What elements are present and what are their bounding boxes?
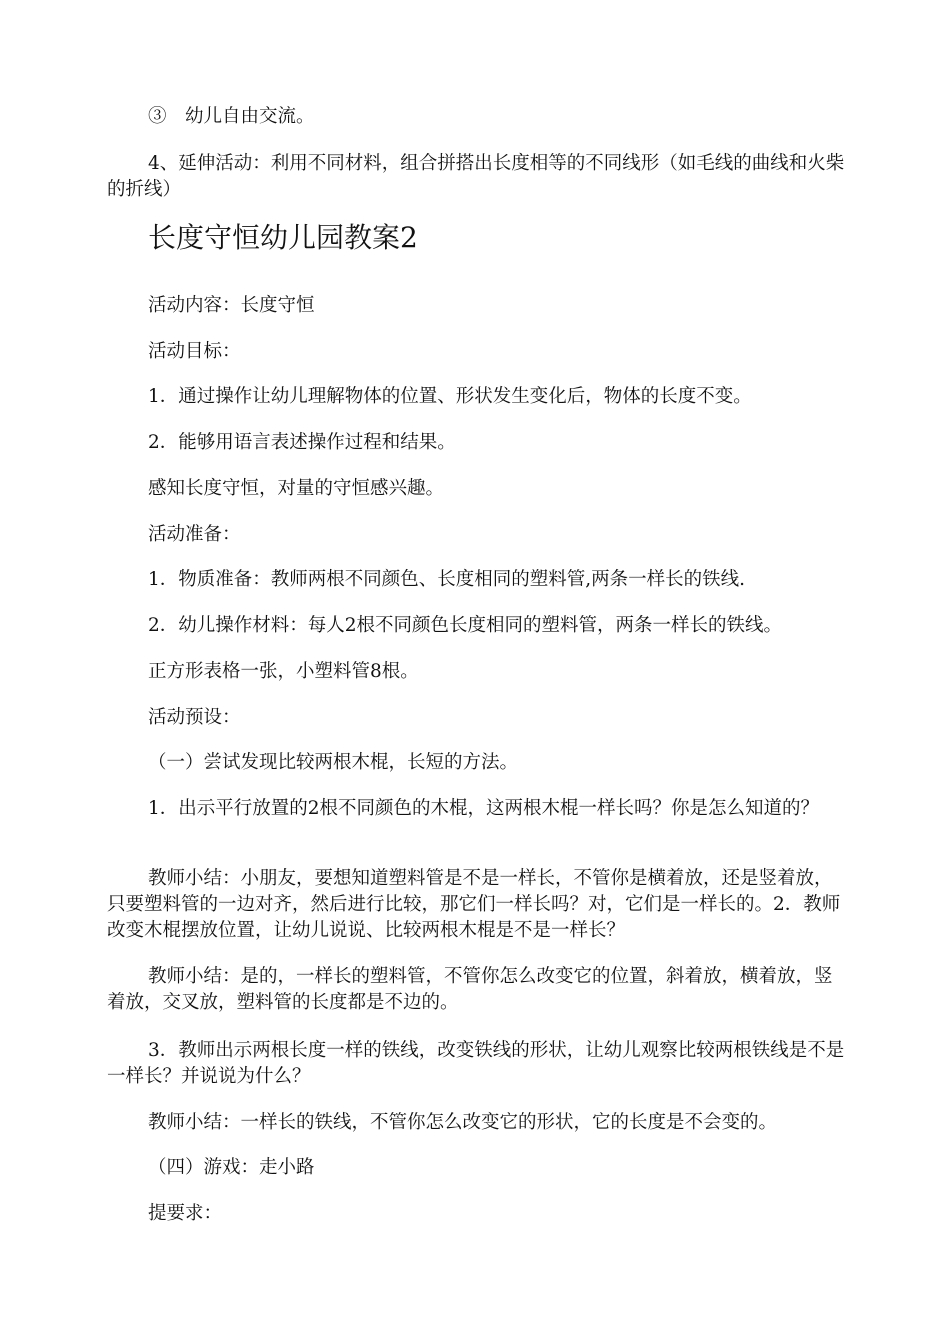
paragraph-prep-1: 1．物质准备：教师两根不同颜色、长度相同的塑料管,两条一样长的铁线. bbox=[148, 569, 746, 590]
paragraph-free-exchange: ③ 幼儿自由交流。 bbox=[148, 106, 315, 127]
paragraph-prep-3: 正方形表格一张，小塑料管8根。 bbox=[148, 661, 419, 682]
paragraph-teacher-summary-1: 教师小结：小朋友，要想知道塑料管是不是一样长，不管你是横着放，还是竖着放，只要塑料管的一边对齐，然后进行比较，那它们一样长吗？对，它们是一样长的。2．教师改变木棍摆放位置，让幼儿说说、比较两根木棍是不是一样长？ bbox=[107, 868, 841, 941]
paragraph-extension-activity: 4、延伸活动：利用不同材料，组合拼搭出长度相等的不同线形（如毛线的曲线和火柴的折线） bbox=[107, 153, 845, 200]
paragraph-activity-preparation: 活动准备： bbox=[148, 524, 241, 545]
paragraph-step-3: 3．教师出示两根长度一样的铁线，改变铁线的形状，让幼儿观察比较两根铁线是不是一样长？并说说为什么？ bbox=[107, 1040, 845, 1087]
paragraph-game: （四）游戏：走小路 bbox=[148, 1157, 315, 1178]
paragraph-prep-2: 2．幼儿操作材料：每人2根不同颜色长度相同的塑料管，两条一样长的铁线。 bbox=[148, 615, 783, 636]
paragraph-teacher-summary-3: 教师小结：一样长的铁线，不管你怎么改变它的形状，它的长度是不会变的。 bbox=[148, 1112, 778, 1133]
paragraph-goal-1: 1．通过操作让幼儿理解物体的位置、形状发生变化后，物体的长度不变。 bbox=[148, 386, 752, 407]
paragraph-teacher-summary-2: 教师小结：是的，一样长的塑料管，不管你怎么改变它的位置，斜着放，横着放，竖着放，交叉放，塑料管的长度都是不边的。 bbox=[107, 966, 833, 1013]
paragraph-step-1: 1．出示平行放置的2根不同颜色的木棍，这两根木棍一样长吗？你是怎么知道的？ bbox=[148, 798, 820, 819]
paragraph-activity-plan: 活动预设： bbox=[148, 707, 241, 728]
paragraph-goal-2: 2．能够用语言表述操作过程和结果。 bbox=[148, 432, 456, 453]
paragraph-activity-goals: 活动目标： bbox=[148, 341, 241, 362]
paragraph-activity-content: 活动内容：长度守恒 bbox=[148, 295, 315, 316]
paragraph-requirements: 提要求： bbox=[148, 1203, 223, 1224]
paragraph-goal-3: 感知长度守恒，对量的守恒感兴趣。 bbox=[148, 478, 445, 499]
section-heading: 长度守恒幼儿园教案2 bbox=[148, 221, 418, 254]
paragraph-part-1: （一）尝试发现比较两根木棍，长短的方法。 bbox=[148, 752, 519, 773]
